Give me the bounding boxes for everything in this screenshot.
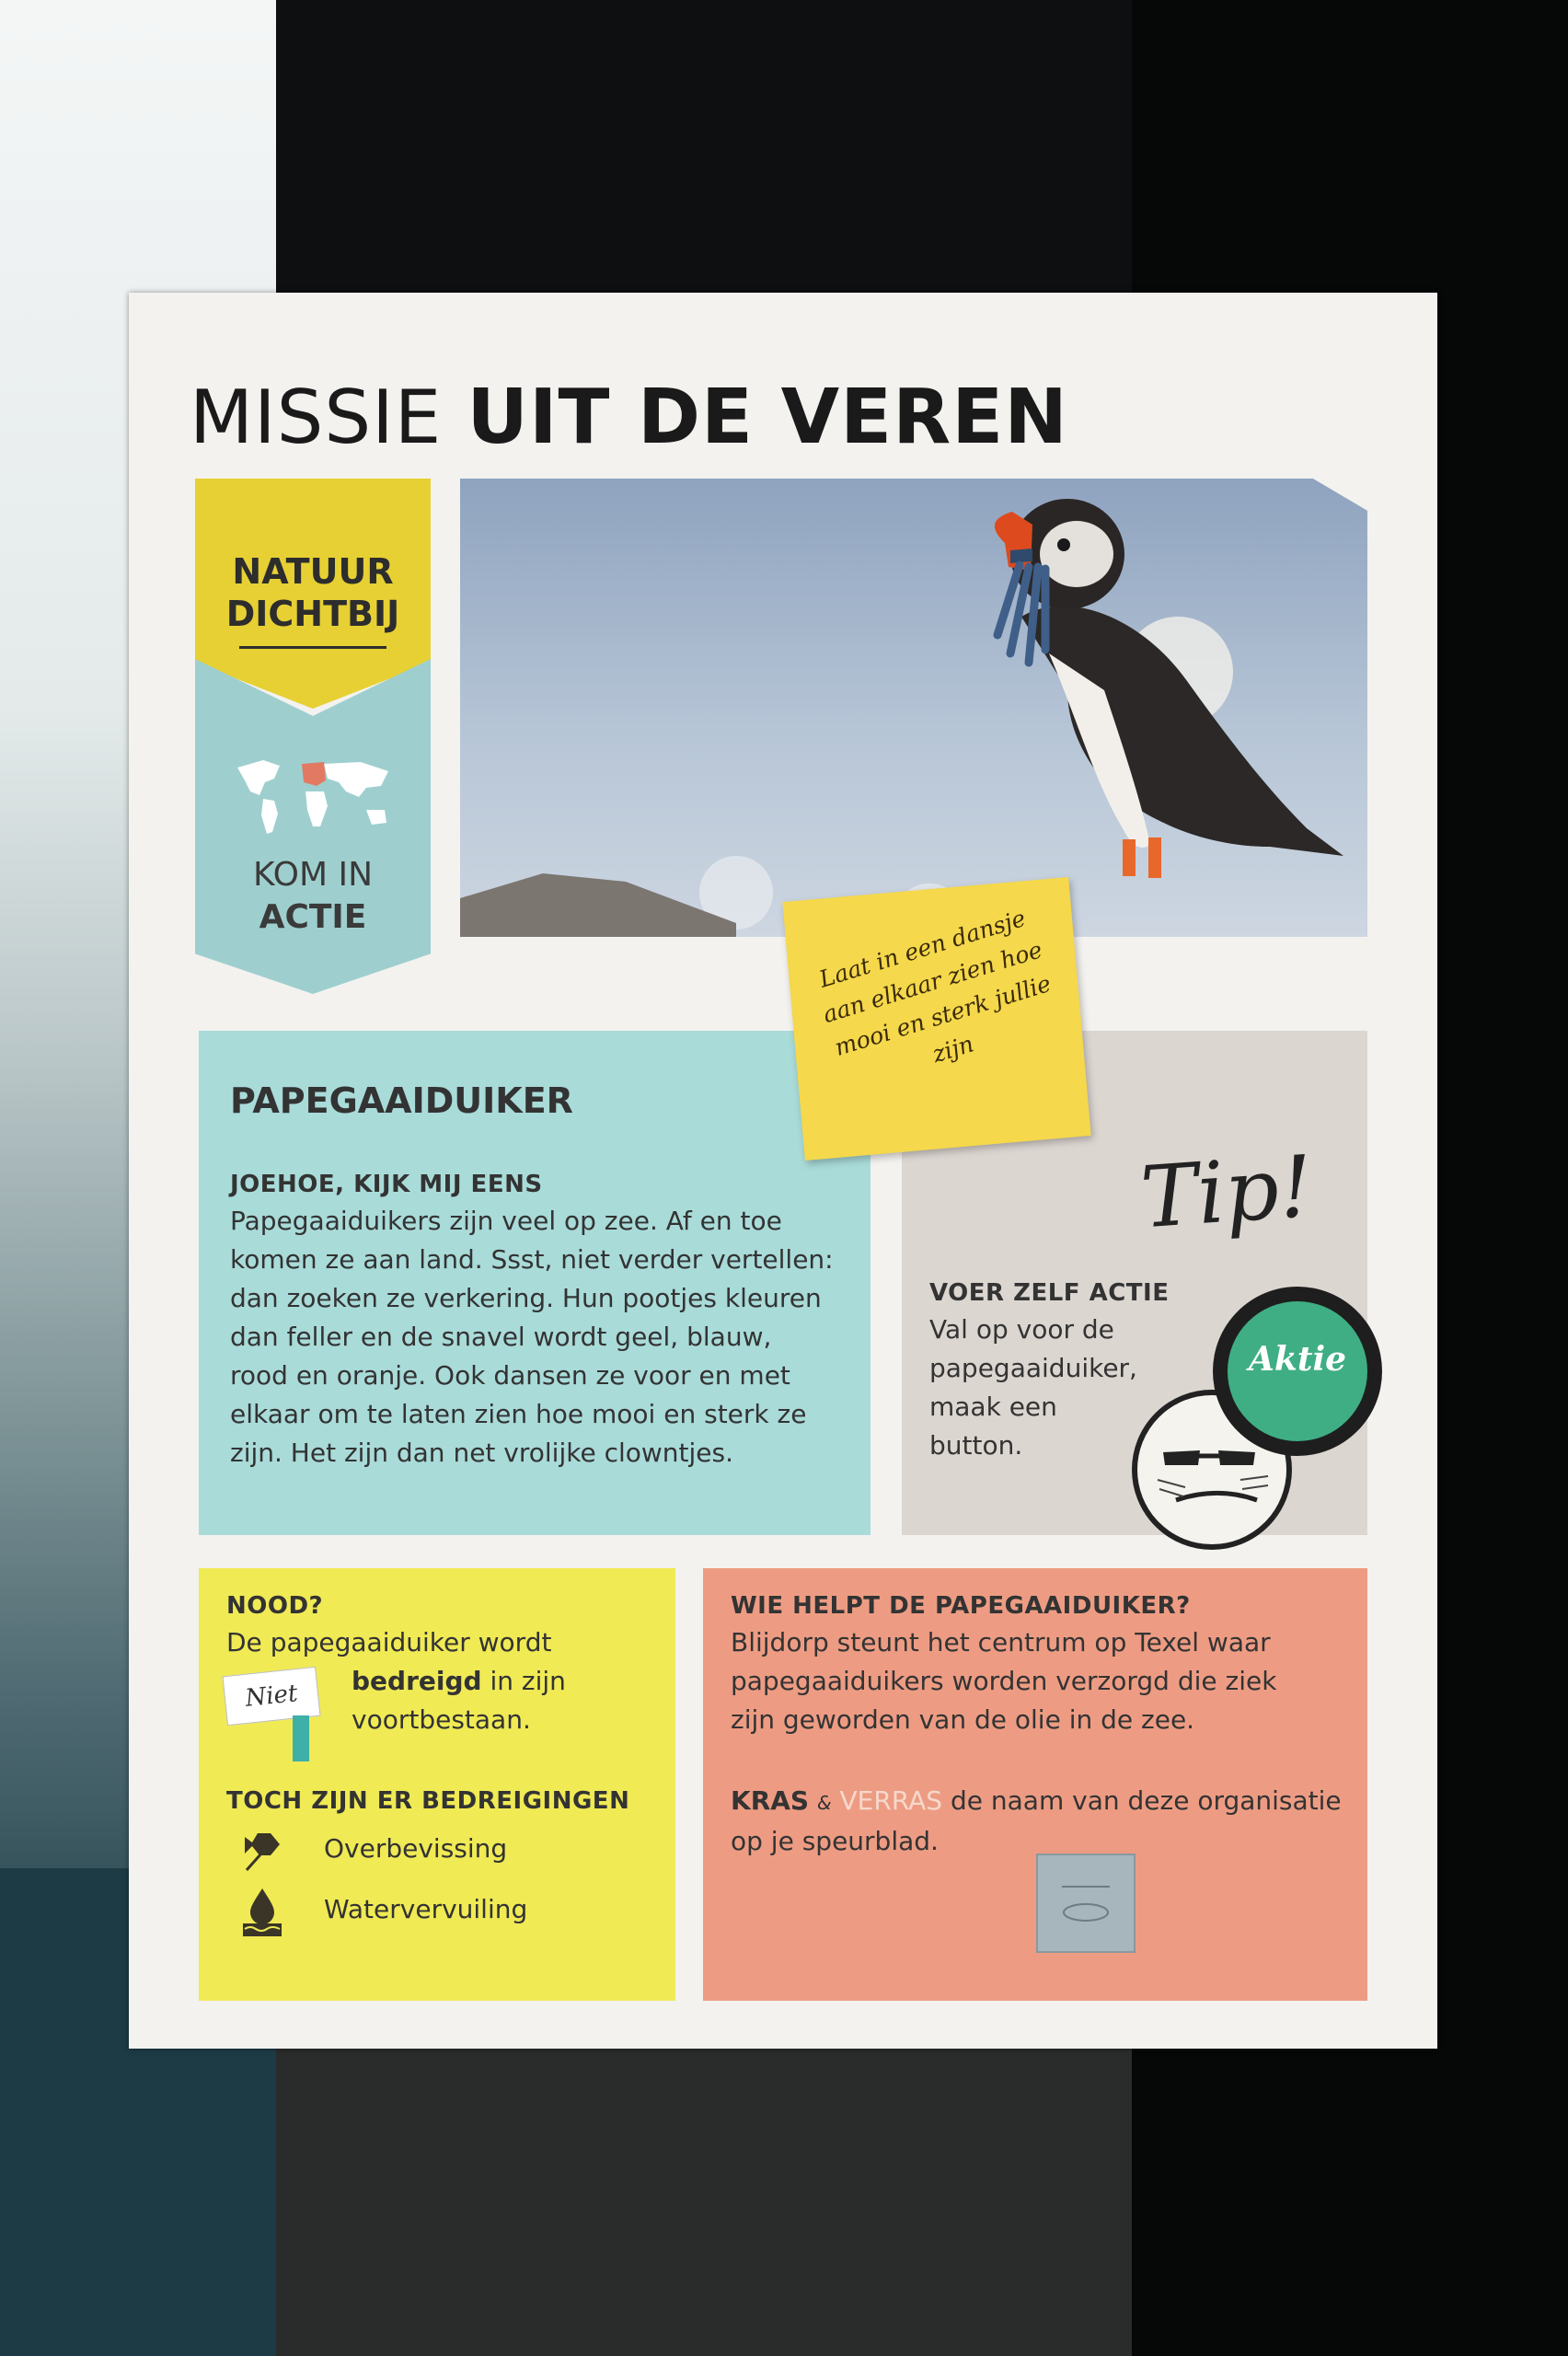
species-line: komen ze aan land. Ssst, niet verder vertellen: bbox=[230, 1244, 834, 1275]
natuur-dichtbij-banner bbox=[195, 479, 431, 994]
species-line: elkaar om te laten zien hoe mooi en sterk ze bbox=[230, 1399, 807, 1429]
tip-script: Tip! bbox=[1137, 1137, 1317, 1248]
kras-verras-text bbox=[731, 1782, 1356, 1861]
info-sign bbox=[129, 293, 1437, 2049]
help-panel bbox=[703, 1568, 1367, 2001]
nood-line2 bbox=[352, 1662, 566, 1701]
species-text bbox=[230, 1202, 856, 1472]
species-name: PAPEGAAIDUIKER bbox=[230, 1080, 573, 1121]
scratch-field[interactable] bbox=[1036, 1854, 1136, 1953]
tip-line: papegaaiduiker, bbox=[929, 1353, 1137, 1383]
threat-overbevissing: Overbevissing bbox=[324, 1833, 508, 1864]
kras-word: KRAS bbox=[731, 1785, 810, 1816]
banner-heading bbox=[195, 550, 431, 635]
niet-sign-post bbox=[293, 1715, 309, 1761]
help-heading: WIE HELPT DE PAPEGAAIDUIKER? bbox=[731, 1592, 1191, 1620]
sticky-note bbox=[782, 877, 1090, 1161]
banner-line4: ACTIE bbox=[259, 898, 367, 936]
world-map-icon bbox=[232, 755, 394, 839]
banner-actie bbox=[195, 854, 431, 939]
help-line: Blijdorp steunt het centrum op Texel waar bbox=[731, 1627, 1271, 1657]
help-line: zijn geworden van de olie in de zee. bbox=[731, 1704, 1195, 1735]
species-subtitle: JOEHOE, KIJK MIJ EENS bbox=[230, 1171, 543, 1198]
species-line: zijn. Het zijn dan net vrolijke clowntjes. bbox=[230, 1438, 733, 1468]
help-text bbox=[731, 1623, 1338, 1739]
banner-line3: KOM IN bbox=[252, 856, 374, 894]
kras-rest2: op je speurblad. bbox=[731, 1826, 939, 1856]
water-pollution-icon bbox=[239, 1887, 285, 1938]
kras-line bbox=[731, 1782, 1356, 1822]
threats-heading: TOCH ZIJN ER BEDREIGINGEN bbox=[226, 1787, 630, 1815]
nood-panel bbox=[199, 1568, 675, 2001]
kras-amp: & bbox=[817, 1792, 832, 1814]
banner-divider bbox=[239, 646, 386, 649]
species-line: Papegaaiduikers zijn veel op zee. Af en toe bbox=[230, 1206, 782, 1236]
rock bbox=[460, 865, 736, 937]
nood-line1: De papegaaiduiker wordt bbox=[226, 1627, 552, 1657]
species-line: dan zoeken ze verkering. Hun pootjes kleuren bbox=[230, 1283, 822, 1313]
nood-bedreigd: bedreigd bbox=[352, 1666, 482, 1696]
sticky-note-text: Laat in een dansje aan elkaar zien hoe mooi en sterk jullie zijn bbox=[815, 904, 1055, 1068]
niet-sign-label: Niet bbox=[244, 1680, 299, 1713]
nood-line3: voortbestaan. bbox=[352, 1704, 531, 1735]
tip-line: Val op voor de bbox=[929, 1314, 1114, 1345]
species-panel bbox=[199, 1031, 870, 1535]
title-bold: UIT DE VEREN bbox=[467, 374, 1068, 461]
help-line: papegaaiduikers worden verzorgd die ziek bbox=[731, 1666, 1277, 1696]
banner-line2: DICHTBIJ bbox=[225, 594, 400, 634]
sign-title bbox=[190, 374, 1068, 461]
verras-word: VERRAS bbox=[839, 1785, 943, 1816]
nood-heading: NOOD? bbox=[226, 1592, 324, 1620]
kras-rest1: de naam van deze organisatie bbox=[942, 1785, 1342, 1816]
tip-line: maak een bbox=[929, 1392, 1057, 1422]
threat-watervervuiling: Watervervuiling bbox=[324, 1894, 528, 1924]
aktie-badge bbox=[1213, 1287, 1382, 1456]
puffin-illustration bbox=[791, 479, 1362, 937]
nood-line2-rest: in zijn bbox=[481, 1666, 566, 1696]
title-thin: MISSIE bbox=[190, 375, 443, 460]
puffin-photo bbox=[460, 479, 1367, 937]
aktie-badge-label: Aktie bbox=[1248, 1340, 1347, 1379]
species-line: rood en oranje. Ook dansen ze voor en met bbox=[230, 1360, 790, 1391]
tip-heading: VOER ZELF ACTIE bbox=[929, 1279, 1170, 1307]
scratch-pattern-icon bbox=[1038, 1855, 1134, 1951]
species-line: dan feller en de snavel wordt geel, blauw, bbox=[230, 1322, 772, 1352]
banner-line1: NATUUR bbox=[232, 551, 394, 592]
fishing-icon bbox=[239, 1826, 285, 1872]
tip-line: button. bbox=[929, 1430, 1023, 1461]
background-pillar bbox=[276, 2025, 1132, 2356]
